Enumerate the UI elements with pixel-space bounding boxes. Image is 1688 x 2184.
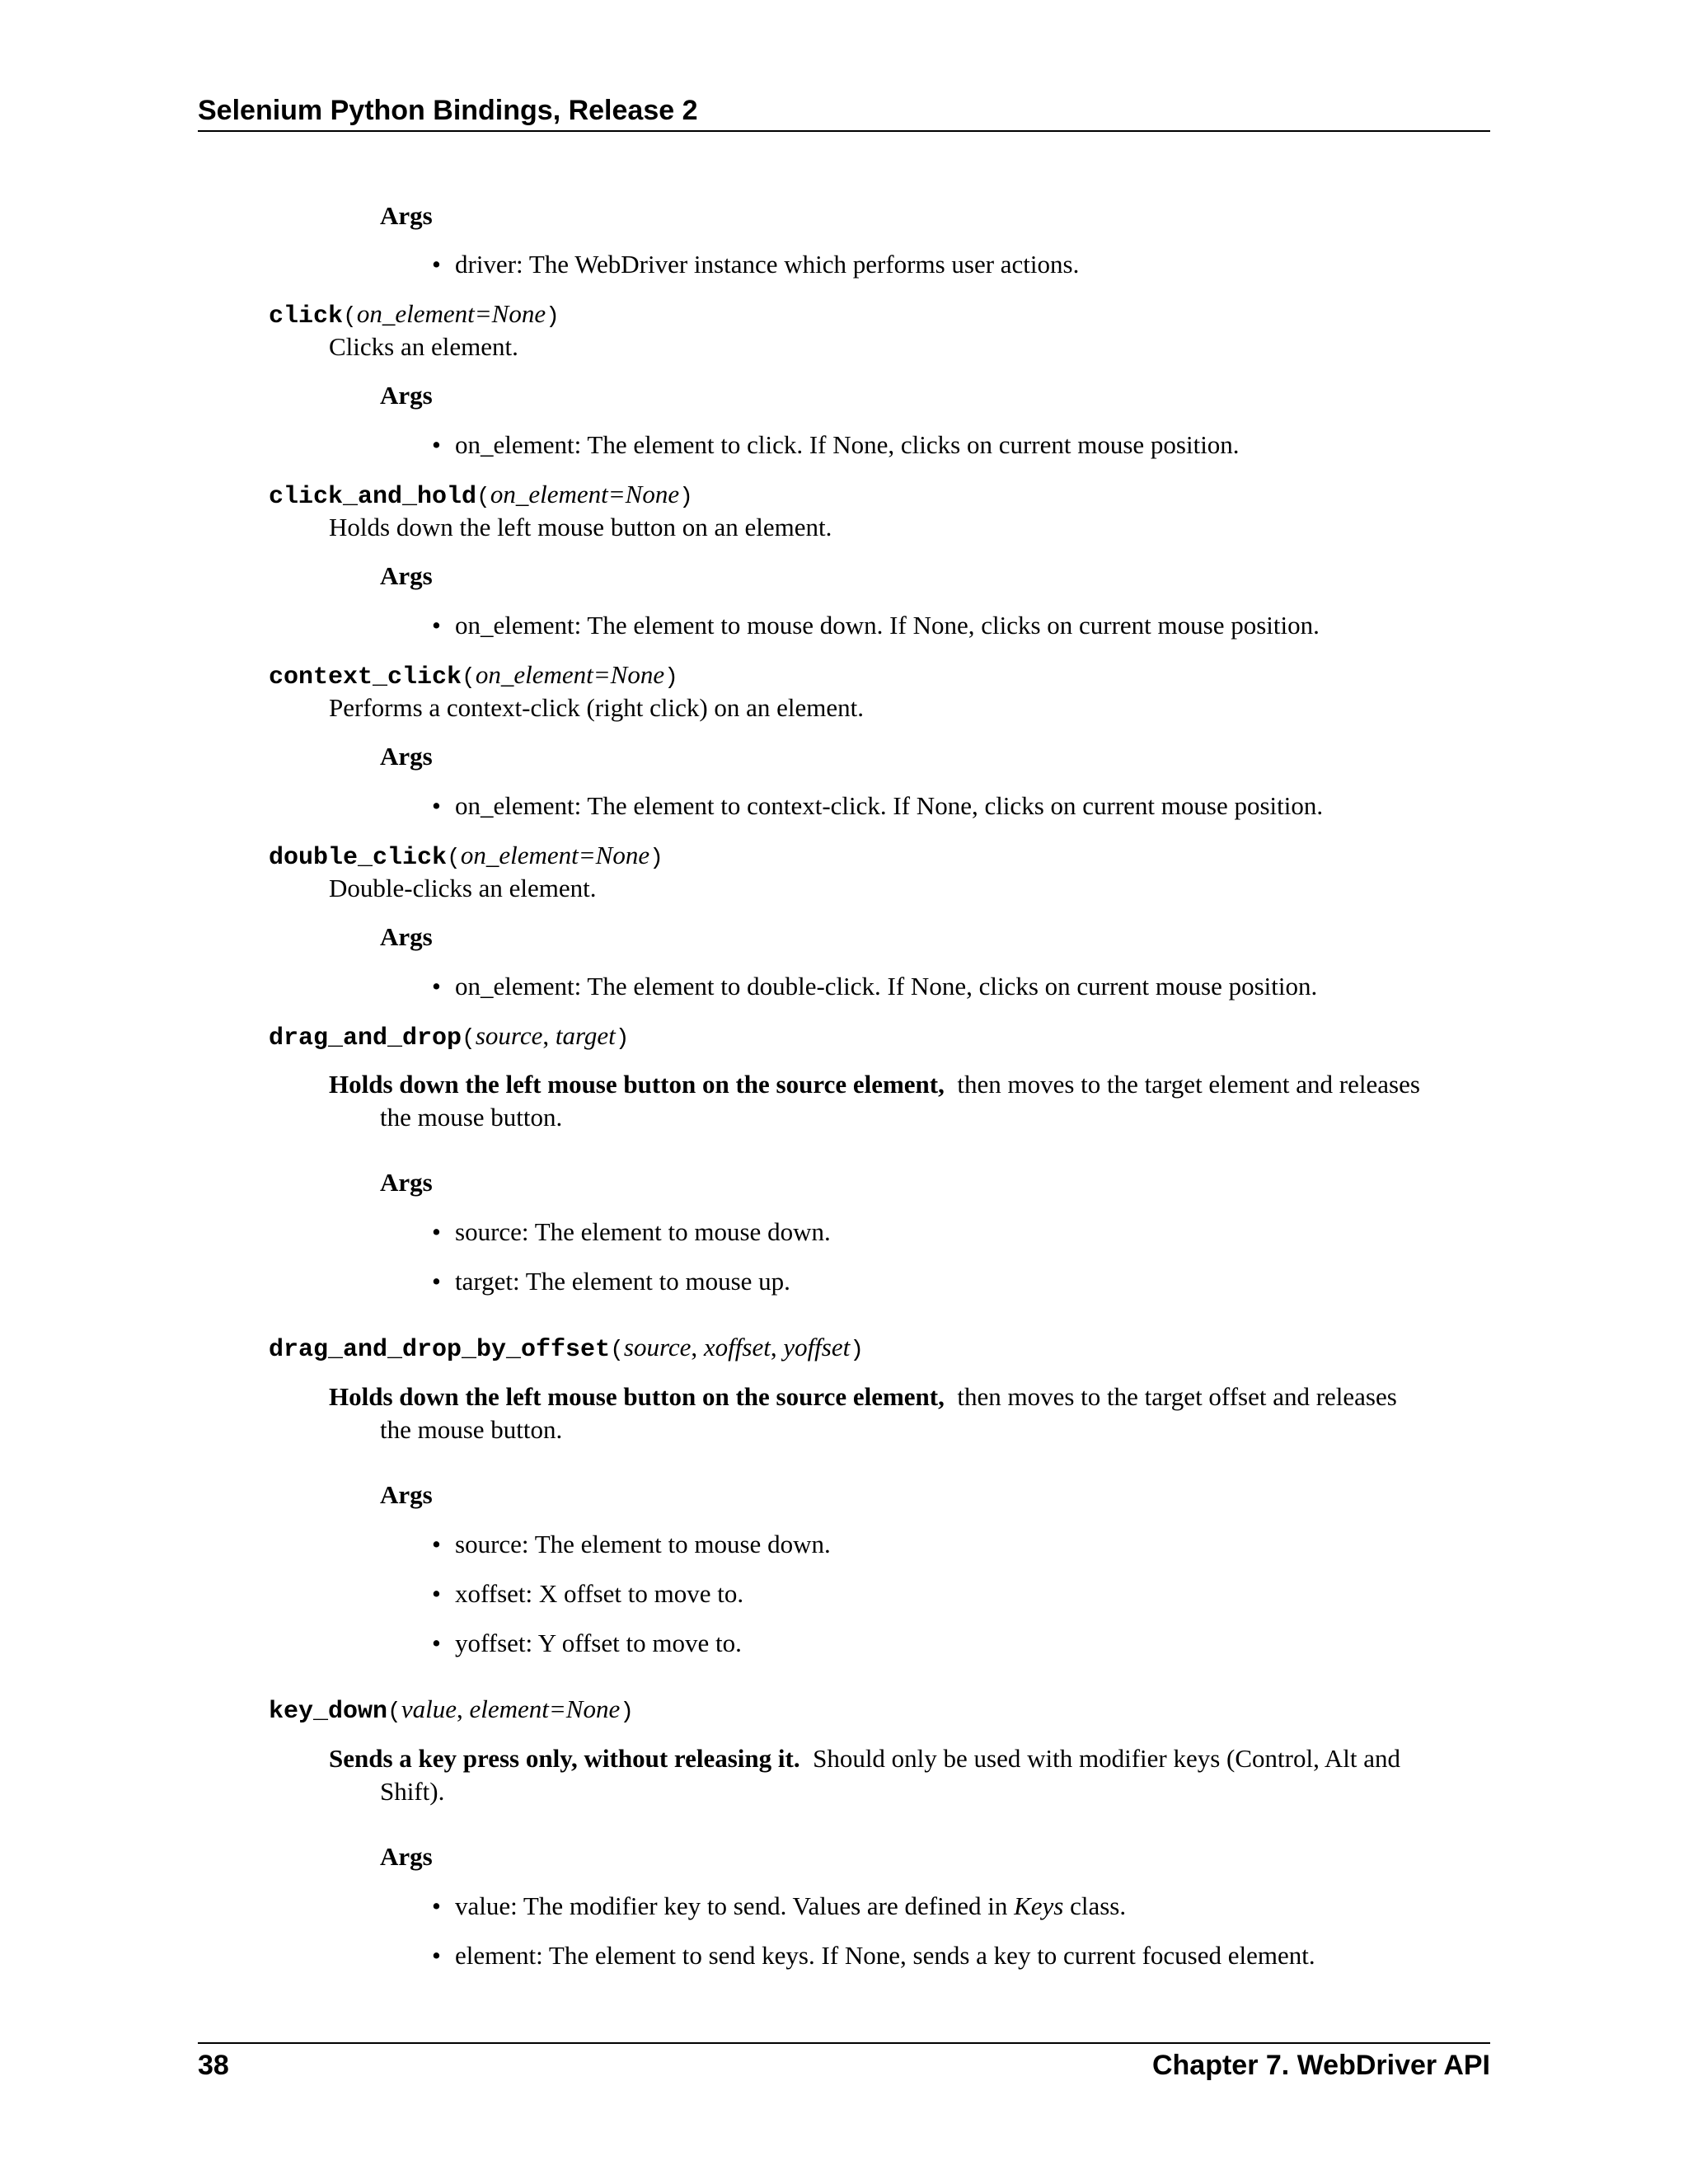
bullet-icon: • (432, 1267, 441, 1296)
bullet-icon: • (432, 1579, 441, 1608)
list-item: • source: The element to mouse down. (432, 1216, 831, 1249)
bullet-icon: • (432, 972, 441, 1001)
bullet-icon: • (432, 1530, 441, 1558)
method-description: Performs a context-click (right click) on an element. (329, 693, 865, 722)
bullet-icon: • (432, 1629, 441, 1657)
keys-class-link[interactable]: Keys (1014, 1891, 1064, 1920)
running-header: Selenium Python Bindings, Release 2 (198, 92, 1490, 132)
list-item: • yoffset: Y offset to move to. (432, 1627, 742, 1660)
method-signature-click: click(on_element=None) (269, 299, 560, 330)
list-item: • driver: The WebDriver instance which performs user actions. (432, 248, 1079, 281)
args-label: Args (380, 1480, 433, 1509)
args-label: Args (380, 922, 433, 951)
bullet-icon: • (432, 611, 441, 640)
page-number: 38 (198, 2050, 229, 2081)
list-item: • on_element: The element to click. If None, clicks on current mouse position. (432, 429, 1240, 462)
method-description: Holds down the left mouse button on an element. (329, 513, 832, 541)
args-label: Args (380, 201, 433, 230)
method-description: Clicks an element. (329, 332, 518, 361)
method-description: Holds down the left mouse button on the source element, then moves to the target element and releases the mouse button. (329, 1070, 1420, 1132)
footer-divider (198, 2042, 1490, 2044)
method-signature-click-and-hold: click_and_hold(on_element=None) (269, 480, 693, 511)
method-description: Double-clicks an element. (329, 874, 597, 902)
args-label: Args (380, 561, 433, 590)
bullet-icon: • (432, 430, 441, 459)
list-item: • value: The modifier key to send. Values are defined in Keys class. (432, 1890, 1126, 1923)
args-label: Args (380, 381, 433, 410)
list-item: • on_element: The element to double-click. If None, clicks on current mouse position. (432, 970, 1317, 1003)
chapter-title: Chapter 7. WebDriver API (1151, 2050, 1490, 2081)
args-label: Args (380, 1168, 433, 1197)
method-description: Holds down the left mouse button on the source element, then moves to the target offset and releases the mouse button. (329, 1382, 1397, 1444)
method-signature-context-click: context_click(on_element=None) (269, 660, 678, 691)
list-item: • element: The element to send keys. If None, sends a key to current focused element. (432, 1939, 1315, 1972)
list-item: • on_element: The element to mouse down. If None, clicks on current mouse position. (432, 609, 1320, 642)
bullet-icon: • (432, 250, 441, 279)
method-signature-drag-and-drop-by-offset: drag_and_drop_by_offset(source, xoffset, yoffset) (269, 1333, 865, 1364)
args-label: Args (380, 742, 433, 771)
method-signature-key-down: key_down(value, element=None) (269, 1694, 635, 1726)
method-signature-drag-and-drop: drag_and_drop(source, target) (269, 1021, 630, 1052)
bullet-icon: • (432, 1891, 441, 1920)
args-label: Args (380, 1842, 433, 1871)
bullet-icon: • (432, 1941, 441, 1970)
list-item: • target: The element to mouse up. (432, 1265, 790, 1298)
list-item: • on_element: The element to context-click. If None, clicks on current mouse position. (432, 790, 1323, 823)
list-item: • xoffset: X offset to move to. (432, 1577, 743, 1610)
method-signature-double-click: double_click(on_element=None) (269, 841, 663, 872)
list-item: • source: The element to mouse down. (432, 1528, 831, 1561)
method-description: Sends a key press only, without releasing it. Should only be used with modifier keys (Control, Alt and Shift). (329, 1744, 1401, 1806)
bullet-icon: • (432, 791, 441, 820)
bullet-icon: • (432, 1217, 441, 1246)
